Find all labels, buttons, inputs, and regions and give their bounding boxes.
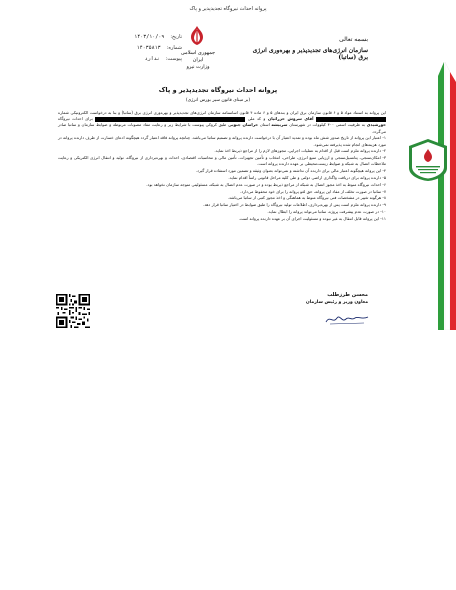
clause-4: ۴- این پروانه هیچگونه اعتبار مالی برای دارنده آن نداشته و نمی‌تواند بعنوان وثیقه و تضمین مورد استفاده قرار گیرد. [195,168,386,174]
document-body [58,110,386,223]
qr-code-icon [56,294,90,328]
clause-9: ۹- دارنده پروانه ملزم است پس از بهره‌برداری، اطلاعات تولید نیروگاه را طبق ضوابط در اختیار ساتبا قرار دهد. [203,202,386,208]
plant-text-a: نیروگاه [58,116,70,122]
number-label: شماره: [166,45,182,51]
date-label: تاریخ: [170,34,182,40]
signatory-role: معاون وزیر و رئیس سازمان [305,300,368,305]
plant-text-e: طبق کروکی پیوست با شرایط زیر و رعایت مفاد مصوبات مربوطه و ضوابط سازمان و ساتبا صادر می‌گردد. [58,122,386,134]
intro-text-c: و کد ملی [247,116,266,122]
applicant-name: سروش خزرائیان [267,116,302,122]
clause-11: ۱۱- این پروانه قابل انتقال به غیر نبوده و مسئولیت اجرای آن بر عهده دارنده پروانه است. [238,215,386,221]
clause-5: ۵- دارنده پروانه برای دریافت واگذاری اراضی دولتی و طی کلیه مراحل قانونی راساً اقدام نماید. [228,175,386,180]
intro-text-a: این پروانه به استناد مواد ۵ و ۶ قانون سازمان برق ایران و بندهای ۵ و ۶ ماده ۴ قانون اساسنامه سازمان انرژی‌های تجدیدپذیر و بهره‌وری انرژی برق (ساتبا) و بنا به درخواست الکترونیکی شماره [58,110,386,115]
clause-7: ۷- ساتبا در صورت تخلف از مفاد این پروانه، حق لغو پروانه را برای خود محفوظ می‌دارد. [240,188,386,194]
document-subtitle: (بر مبنای قانون سیر بورس انرژی) [185,98,251,103]
iran-emblem-icon [186,24,208,48]
plant-city: سربیشه [271,122,288,128]
organization-name: سازمان انرژی‌های تجدیدپذیر و بهره‌وری انرژی برق (ساتبا) [252,47,368,61]
top-caption: پروانه احداث نیروگاه تجدیدپذیر و پاک [189,6,267,12]
plant-province: خراسان جنوبی [228,122,259,128]
intro-text-d: برای احداث [72,116,93,122]
signature-block [268,292,368,305]
org-header-line1: بسمه تعالی [339,36,368,43]
date-value: ۱۴۰۳/۱۰/۰۹ [134,34,165,40]
plant-text-c: در شهرستان [289,122,311,128]
clause-2: ۲- دارنده پروانه ملزم است قبل از اقدام به عملیات اجرایی، مجوزهای لازم را از مراجع ذیربط اخذ نماید. [214,148,386,154]
clause-6: ۶- احداث نیروگاه منوط به اخذ مجوز اتصال به شبکه از مراجع ذیربط بوده و در صورت عدم اتصال به شبکه، مسئولیتی متوجه سازمان نخواهد بود. [146,181,386,187]
plant-text-d: استان [259,122,270,128]
intro-text-b: آقای [304,116,314,122]
date-row [72,32,182,43]
signatory-name: محسن طرزطلب [327,292,368,298]
attachment-row [72,54,182,65]
gov-title-line1: جمهوری اسلامی ایران [180,50,216,63]
plant-type: خورشیدی [366,122,386,128]
clause-8: ۸- هرگونه تغییر در مشخصات فنی نیروگاه منوط به هماهنگی و اخذ مجوز کتبی از ساتبا می‌باشد. [227,195,386,201]
number-value: ۱۴۰۳۵۸۱۳ [136,45,161,51]
attachment-label: پیوست: [165,56,182,62]
gov-title-line2: وزارت نیرو [186,64,210,70]
clause-3: ۳- امکان‌سنجی، پتانسیل‌سنجی و ارزیابی منبع انرژی، طراحی، انتخاب و تأمین تجهیزات، تأمین مالی و محاسبات اقتصادی، احداث و بهره‌برداری از نیروگاه، تولید و انتقال انرژی الکتریکی و رعایت ملاحظات اتصال به شبکه و ضوابط زیست‌محیطی بر عهده دارنده پروانه است. [58,155,386,167]
government-title [175,50,221,71]
organization-seal-icon [408,138,448,182]
document-meta [72,32,182,65]
document-title: پروانه احداث نیروگاه تجدیدپذیر و پاک [158,86,278,94]
attachment-value: ندارد [144,56,160,62]
plant-capacity: به ظرفیت اسمی ۴۰۰ کیلووات [312,122,366,128]
redacted-block [95,117,245,122]
handwritten-signature-icon [324,312,372,326]
clause-1: ۱- اعتبار این پروانه از تاریخ صدور شش ماه بوده و تمدید اعتبار آن با درخواست دارنده پروانه و تصمیم ساتبا می‌باشد. چنانچه پروانه فاقد اعتبار گردد هیچگونه ادعای خسارت از طرف دارنده پروانه در مورد هزینه‌های انجام شده پذیرفته نمی‌شود. [58,135,386,147]
organization-header [248,36,368,61]
redacted-block [316,117,386,122]
intro-paragraph [58,110,386,135]
clause-10: ۱۰- در صورت عدم پیشرفت پروژه، ساتبا می‌تواند پروانه را ابطال نماید. [267,208,386,214]
number-row [72,43,182,54]
